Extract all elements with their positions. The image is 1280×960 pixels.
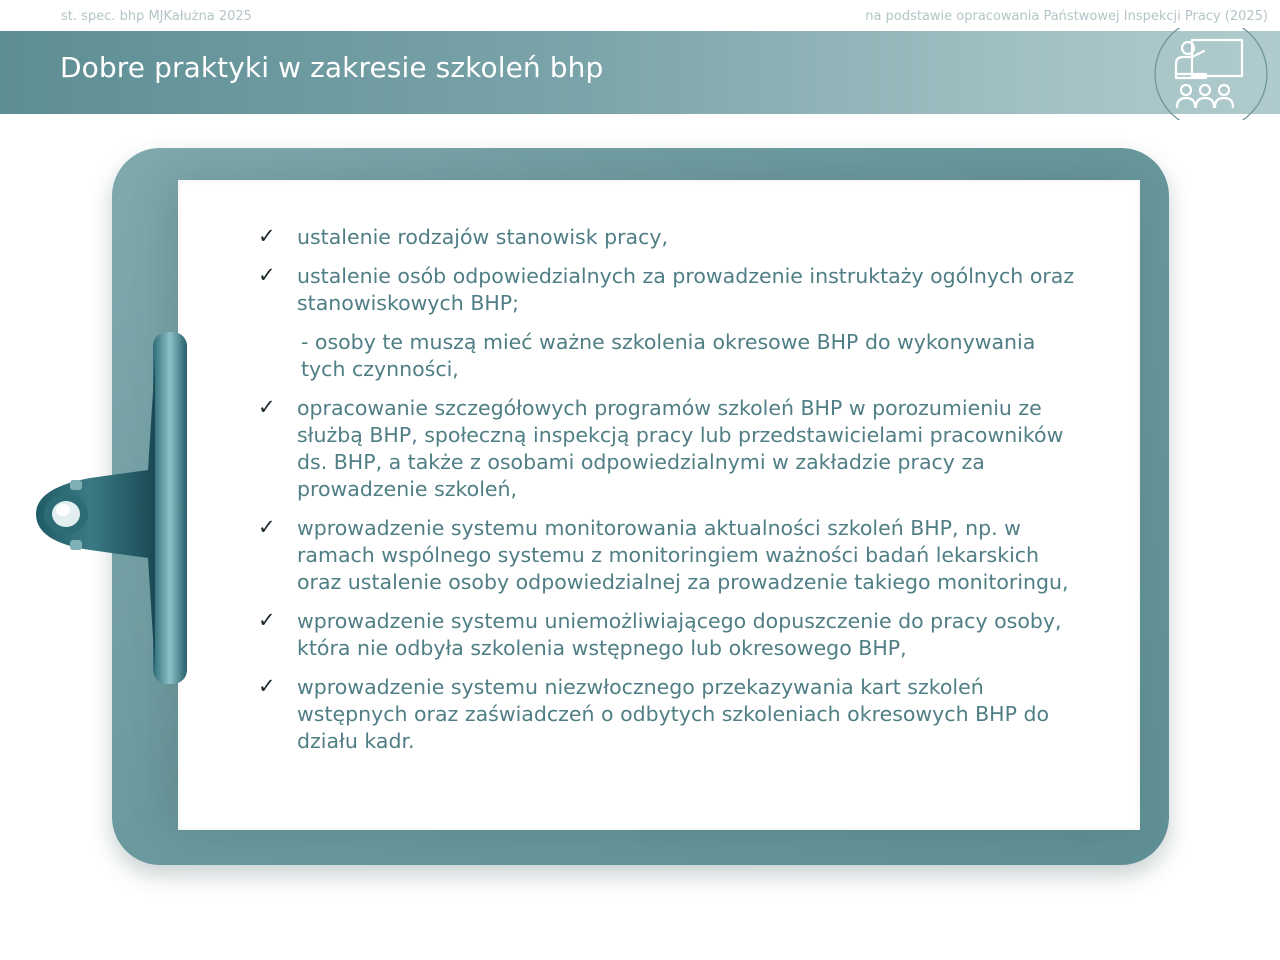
check-icon: ✓ — [258, 395, 276, 419]
list-note: - osoby te muszą mieć ważne szkolenia okresowe BHP do wykonywania tych czynności, — [301, 330, 1036, 381]
list-item — [258, 395, 1078, 503]
check-icon: ✓ — [258, 224, 276, 248]
check-icon: ✓ — [258, 608, 276, 632]
list-item-text: opracowanie szczegółowych programów szkoleń BHP w porozumieniu ze służbą BHP, społeczną inspekcją pracy lub przedstawicielami pracowników ds. BHP, a także z osobami odpowiedzialnymi w zakładzie pracy za prowadzenie szkoleń, — [297, 396, 1064, 501]
title-banner — [0, 31, 1280, 114]
list-item — [258, 608, 1078, 662]
list-item — [258, 263, 1078, 317]
list-item-text: wprowadzenie systemu monitorowania aktualności szkoleń BHP, np. w ramach wspólnego systemu z monitoringiem ważności badań lekarskich oraz ustalenie osoby odpowiedzialnej za prowadzenie takiego monitoringu, — [297, 516, 1069, 594]
list-item-text: ustalenie osób odpowiedzialnych za prowadzenie instruktaży ogólnych oraz stanowiskowych BHP; — [297, 264, 1075, 315]
list-item-text: ustalenie rodzajów stanowisk pracy, — [297, 225, 669, 249]
check-icon: ✓ — [258, 674, 276, 698]
author-caption: st. spec. bhp MJKałużna 2025 — [61, 9, 252, 24]
check-icon: ✓ — [258, 263, 276, 287]
list-item — [258, 515, 1078, 596]
page-title: Dobre praktyki w zakresie szkoleń bhp — [60, 51, 604, 84]
source-caption: na podstawie opracowania Państwowej Inspekcji Pracy (2025) — [865, 9, 1268, 24]
list-item — [258, 224, 1078, 251]
practice-list — [258, 224, 1078, 767]
clip-icon — [30, 320, 200, 690]
list-item-text: wprowadzenie systemu niezwłocznego przekazywania kart szkoleń wstępnych oraz zaświadczeń o odbytych szkoleniach okresowych BHP do działu kadr. — [297, 675, 1050, 753]
check-icon: ✓ — [258, 515, 276, 539]
list-item — [258, 674, 1078, 755]
list-item-text: wprowadzenie systemu uniemożliwiającego dopuszczenie do pracy osoby, która nie odbyła szkolenia wstępnego lub okresowego BHP, — [297, 609, 1062, 660]
teacher-classroom-icon — [1152, 28, 1268, 120]
